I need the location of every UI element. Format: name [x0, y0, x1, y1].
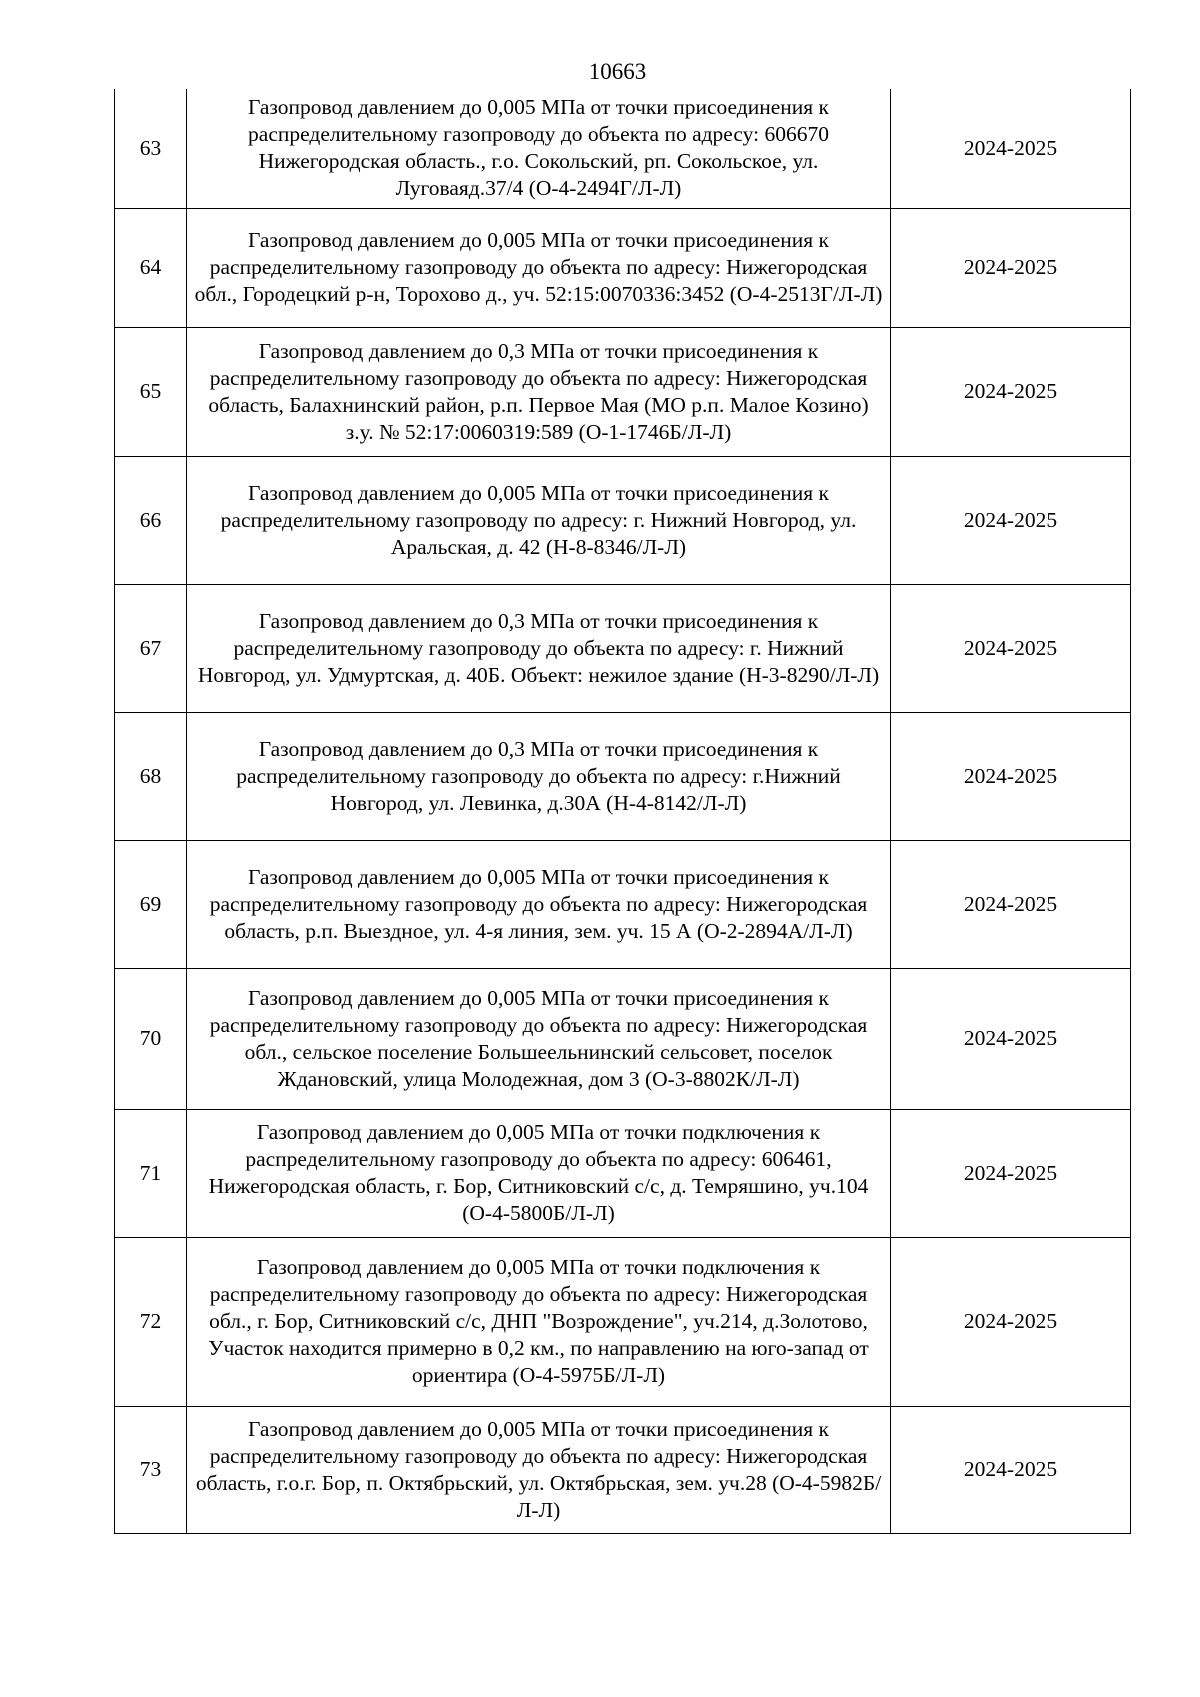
table-row — [115, 327, 1131, 456]
row-number: 73 — [115, 1406, 187, 1533]
row-number: 69 — [115, 840, 187, 968]
row-number: 66 — [115, 456, 187, 584]
table-row — [115, 456, 1131, 584]
row-description: Газопровод давлением до 0,3 МПа от точки присоединения к распределительному газопроводу до объекта по адресу: Нижегородская область, Балахнинский район, р.п. Первое Мая (МО р.п. Малое Козино) з.у. № 52:17:0060319:589 (О-1-1746Б/Л-Л) — [187, 327, 891, 456]
table-row — [115, 1237, 1131, 1406]
row-number: 64 — [115, 208, 187, 327]
row-period: 2024-2025 — [891, 1237, 1131, 1406]
row-number: 71 — [115, 1109, 187, 1237]
table-row — [115, 1406, 1131, 1533]
page-number: 10663 — [588, 59, 647, 84]
row-description: Газопровод давлением до 0,005 МПа от точки присоединения к распределительному газопроводу до объекта по адресу: Нижегородская область, г.о.г. Бор, п. Октябрьский, ул. Октябрьская, зем. уч.28 (О-4-5982Б/Л-Л) — [187, 1406, 891, 1533]
table-row — [115, 89, 1131, 208]
row-description: Газопровод давлением до 0,005 МПа от точки подключения к распределительному газопроводу до объекта по адресу: Нижегородская обл., г. Бор, Ситниковский с/с, ДНП "Возрождение", уч.214, д.Золотово, Участок находится примерно в 0,2 км., по направлению на юго-запад от ориентира (О-4-5975Б/Л-Л) — [187, 1237, 891, 1406]
row-description: Газопровод давлением до 0,005 МПа от точки присоединения к распределительному газопроводу до объекта по адресу: Нижегородская область, р.п. Выездное, ул. 4-я линия, зем. уч. 15 А (О-2-2894А/Л-Л) — [187, 840, 891, 968]
row-period: 2024-2025 — [891, 327, 1131, 456]
table-row — [115, 968, 1131, 1109]
row-number: 70 — [115, 968, 187, 1109]
table-row — [115, 712, 1131, 840]
works-table — [114, 89, 1131, 1534]
row-number: 72 — [115, 1237, 187, 1406]
row-period: 2024-2025 — [891, 1406, 1131, 1533]
table-row — [115, 840, 1131, 968]
row-period: 2024-2025 — [891, 89, 1131, 208]
row-period: 2024-2025 — [891, 208, 1131, 327]
row-period: 2024-2025 — [891, 712, 1131, 840]
row-number: 67 — [115, 584, 187, 712]
row-description: Газопровод давлением до 0,005 МПа от точки присоединения к распределительному газопроводу до объекта по адресу: 606670 Нижегородская область., г.о. Сокольский, рп. Сокольское, ул. Луговаяд.37/4 (О-4-2494Г/Л-Л) — [187, 89, 891, 208]
row-description: Газопровод давлением до 0,3 МПа от точки присоединения к распределительному газопроводу до объекта по адресу: г. Нижний Новгород, ул. Удмуртская, д. 40Б. Объект: нежилое здание (Н-3-8290/Л-Л) — [187, 584, 891, 712]
row-period: 2024-2025 — [891, 968, 1131, 1109]
row-number: 65 — [115, 327, 187, 456]
row-period: 2024-2025 — [891, 1109, 1131, 1237]
row-description: Газопровод давлением до 0,005 МПа от точки присоединения к распределительному газопроводу до объекта по адресу: Нижегородская обл., Городецкий р-н, Торохово д., уч. 52:15:0070336:3452 (О-4-2513Г/Л-Л) — [187, 208, 891, 327]
table-row — [115, 584, 1131, 712]
row-description: Газопровод давлением до 0,3 МПа от точки присоединения к распределительному газопроводу до объекта по адресу: г.Нижний Новгород, ул. Левинка, д.30А (Н-4-8142/Л-Л) — [187, 712, 891, 840]
table-row — [115, 208, 1131, 327]
row-period: 2024-2025 — [891, 584, 1131, 712]
row-period: 2024-2025 — [891, 456, 1131, 584]
row-period: 2024-2025 — [891, 840, 1131, 968]
row-description: Газопровод давлением до 0,005 МПа от точки подключения к распределительному газопроводу до объекта по адресу: 606461, Нижегородская область, г. Бор, Ситниковский с/с, д. Темряшино, уч.104 (О-4-5800Б/Л-Л) — [187, 1109, 891, 1237]
row-number: 63 — [115, 89, 187, 208]
row-number: 68 — [115, 712, 187, 840]
row-description: Газопровод давлением до 0,005 МПа от точки присоединения к распределительному газопроводу по адресу: г. Нижний Новгород, ул. Аральская, д. 42 (Н-8-8346/Л-Л) — [187, 456, 891, 584]
table-row — [115, 1109, 1131, 1237]
row-description: Газопровод давлением до 0,005 МПа от точки присоединения к распределительному газопроводу до объекта по адресу: Нижегородская обл., сельское поселение Большеельнинский сельсовет, поселок Ждановский, улица Молодежная, дом 3 (О-3-8802К/Л-Л) — [187, 968, 891, 1109]
